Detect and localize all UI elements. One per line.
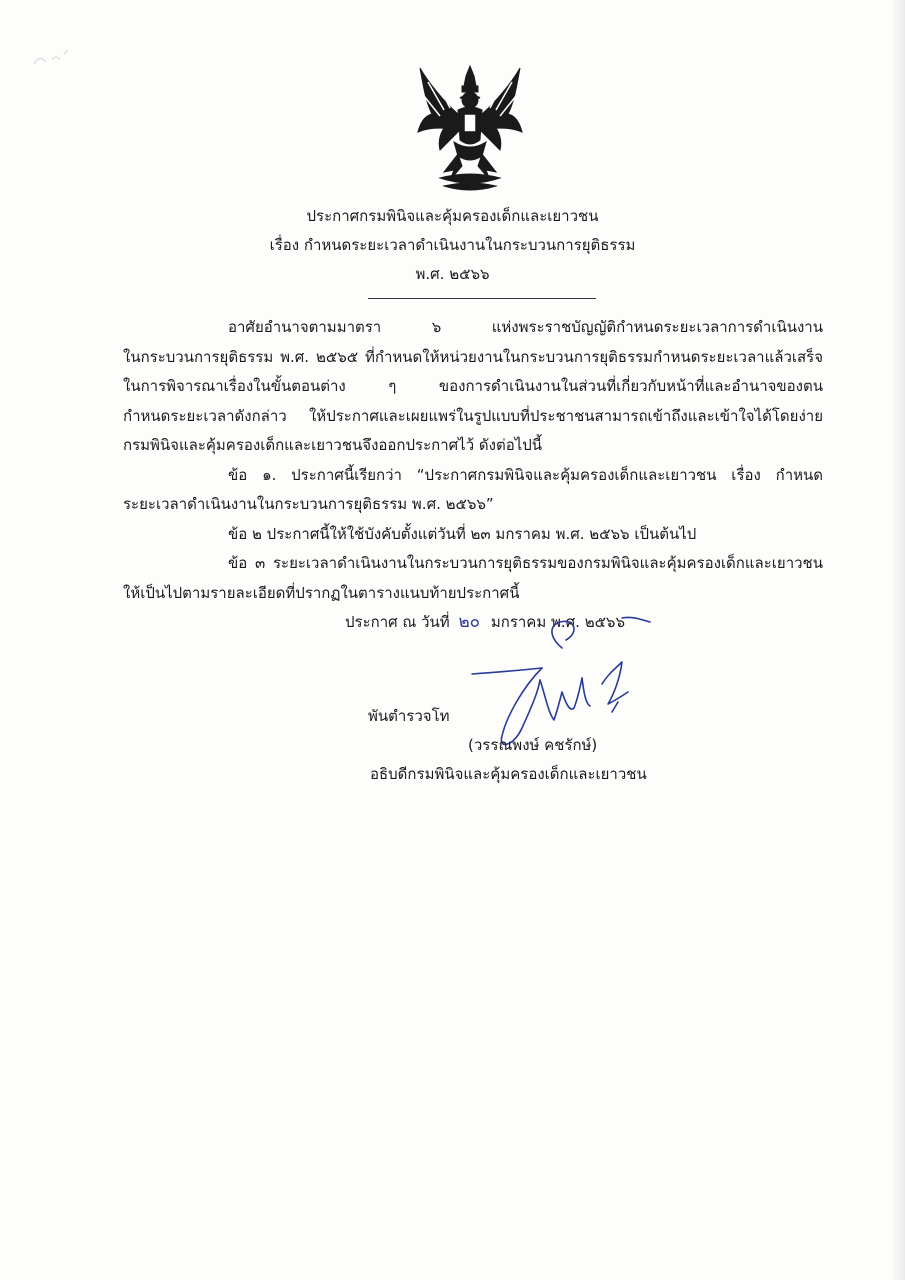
clause3-line: ให้เป็นไปตามรายละเอียดที่ปรากฏในตารางแนบท้ายประกาศนี้ bbox=[123, 583, 520, 602]
para1-line: อาศัยอำนาจตามมาตรา ๖ แห่งพระราชบัญญัติกำหนดระยะเวลาการดำเนินงาน bbox=[228, 318, 823, 336]
announcement-year: พ.ศ. ๒๕๖๖ bbox=[415, 265, 490, 283]
para1-line: ในการพิจารณาเรื่องในขั้นตอนต่าง ๆ ของการดำเนินงานในส่วนที่เกี่ยวกับหน้าที่และอำนาจของตน bbox=[123, 377, 823, 395]
clause1-line: ข้อ ๑. ประกาศนี้เรียกว่า “ประกาศกรมพินิจและคุ้มครองเด็กและเยาวชน เรื่อง กำหนด bbox=[228, 465, 823, 484]
announcement-title: ประกาศกรมพินิจและคุ้มครองเด็กและเยาวชน bbox=[306, 207, 599, 225]
para1-line: กำหนดระยะเวลาดังกล่าว ให้ประกาศและเผยแพร่ในรูปแบบที่ประชาชนสามารถเข้าถึงและเข้าใจได้โดยง่าย bbox=[123, 406, 823, 425]
signer-name: (วรรณพงษ์ คชรักษ์) bbox=[468, 736, 598, 754]
announcement-header bbox=[0, 202, 905, 289]
announcement-body bbox=[123, 313, 823, 608]
announcement-subject: เรื่อง กำหนดระยะเวลาดำเนินงานในกระบวนการยุติธรรม bbox=[269, 236, 636, 254]
clause3-line: ข้อ ๓ ระยะเวลาดำเนินงานในกระบวนการยุติธรรมของกรมพินิจและคุ้มครองเด็กและเยาวชน bbox=[228, 554, 823, 572]
clause2-line: ข้อ ๒ ประกาศนี้ให้ใช้บังคับตั้งแต่วันที่ ๒๓ มกราคม พ.ศ. ๒๕๖๖ เป็นต้นไป bbox=[228, 524, 697, 543]
garuda-emblem-icon bbox=[414, 62, 526, 196]
para1-line: ในกระบวนการยุติธรรม พ.ศ. ๒๕๖๕ ที่กำหนดให้หน่วยงานในกระบวนการยุติธรรมกำหนดระยะเวลาแล้วเสร็จ bbox=[123, 347, 823, 366]
signer-rank: พันตำรวจโท bbox=[368, 707, 450, 725]
para1-line: กรมพินิจและคุ้มครองเด็กและเยาวชนจึงออกประกาศไว้ ดังต่อไปนี้ bbox=[123, 436, 543, 454]
page-edge-shadow bbox=[891, 0, 905, 1280]
date-month-year: มกราคม พ.ศ. ๒๕๖๖ bbox=[490, 613, 625, 631]
header-divider bbox=[368, 298, 596, 299]
signer-title: อธิบดีกรมพินิจและคุ้มครองเด็กและเยาวชน bbox=[370, 765, 647, 783]
date-prefix: ประกาศ ณ วันที่ bbox=[345, 613, 450, 631]
date-day-handwritten: ๒๐ bbox=[458, 612, 481, 632]
scan-speck-icon bbox=[30, 42, 76, 72]
clause1-line: ระยะเวลาดำเนินงานในกระบวนการยุติธรรม พ.ศ. ๒๕๖๖” bbox=[123, 495, 494, 513]
